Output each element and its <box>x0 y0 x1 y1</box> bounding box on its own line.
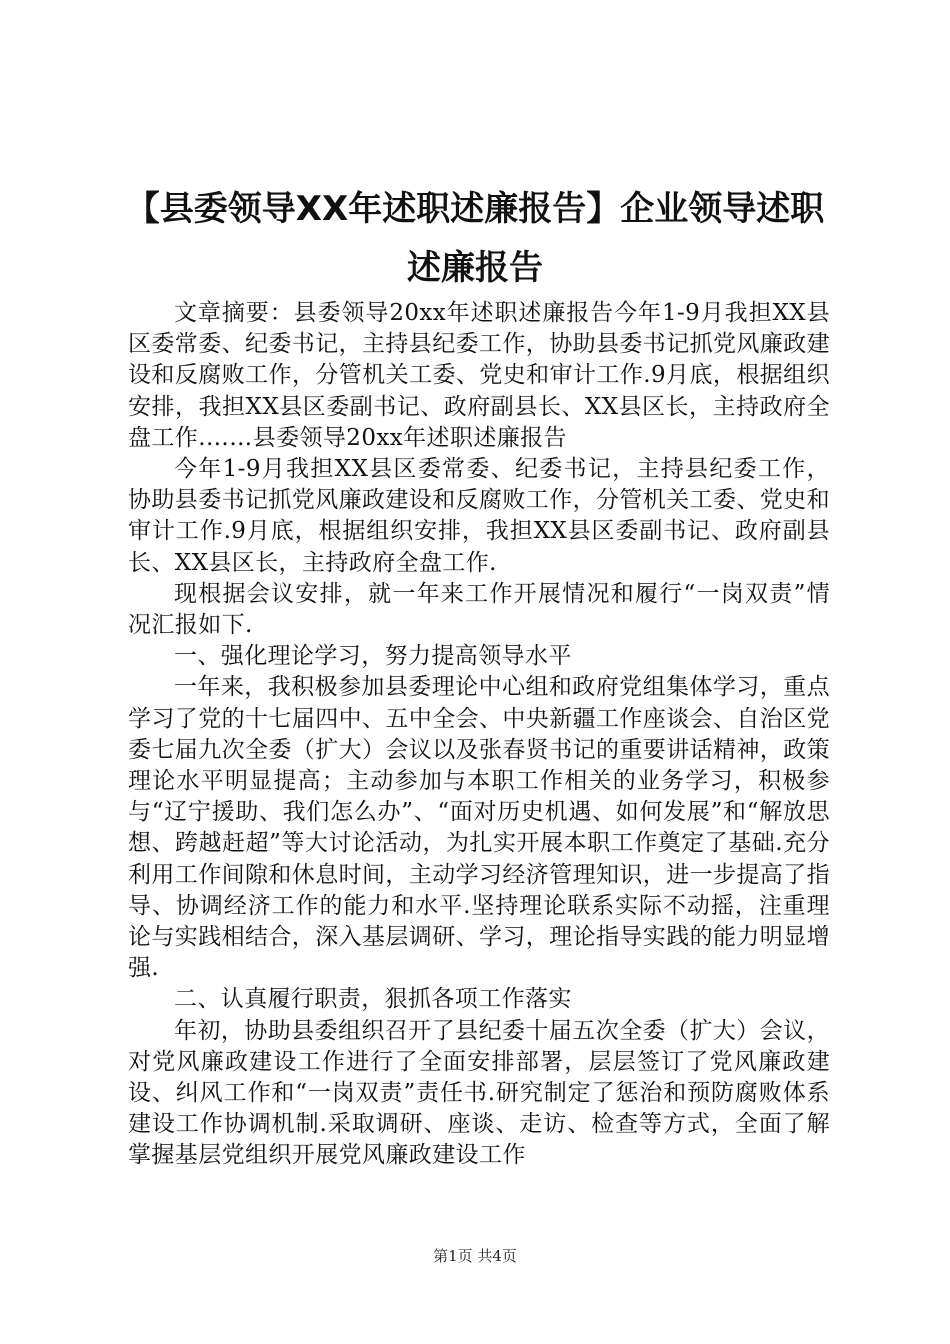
paragraph-abstract: 文章摘要：县委领导20xx年述职述廉报告今年1-9月我担XX县区委常委、纪委书记，主持县纪委工作，协助县委书记抓党风廉政建设和反腐败工作，分管机关工委、党史和审计工作.9月底，根据组织安排，我担XX县区委副书记、政府副县长、XX县区长，主持政府全盘工作.……县委领导20xx年述职述廉报告 <box>128 300 830 451</box>
paragraph-section-1: 一年来，我积极参加县委理论中心组和政府党组集体学习，重点学习了党的十七届四中、五中全会、中央新疆工作座谈会、自治区党委七届九次全委（扩大）会议以及张春贤书记的重要讲话精神，政策理论水平明显提高；主动参加与本职工作相关的业务学习，积极参与“辽宁援助、我们怎么办”、“面对历史机遇、如何发展”和“解放思想、跨越赶超”等大讨论活动，为扎实开展本职工作奠定了基础.充分利用工作间隙和休息时间，主动学习经济管理知识，进一步提高了指导、协调经济工作的能力和水平.坚持理论联系实际不动摇，注重理论与实践相结合，深入基层调研、学习，理论指导实践的能力明显增强. <box>128 674 830 982</box>
document-title: 【县委领导XX年述职述廉报告】企业领导述职述廉报告 <box>125 189 825 288</box>
document-body <box>128 298 830 1172</box>
paragraph-intro: 今年1-9月我担XX县区委常委、纪委书记，主持县纪委工作，协助县委书记抓党风廉政建设和反腐败工作，分管机关工委、党史和审计工作.9月底，根据组织安排，我担XX县区委副书记、政府副县长、XX县区长，主持政府全盘工作. <box>128 456 830 576</box>
paragraph-report-statement: 现根据会议安排，就一年来工作开展情况和履行“一岗双责”情况汇报如下. <box>128 580 830 639</box>
section-heading-1: 一、强化理论学习，努力提高领导水平 <box>174 643 572 670</box>
paragraph-section-2: 年初，协助县委组织召开了县纪委十届五次全委（扩大）会议，对党风廉政建设工作进行了全面安排部署，层层签订了党风廉政建设、纠风工作和“一岗双责”责任书.研究制定了惩治和预防腐败体系建设工作协调机制.采取调研、座谈、走访、检查等方式，全面了解掌握基层党组织开展党风廉政建设工作 <box>128 1017 830 1169</box>
section-heading-2: 二、认真履行职责，狠抓各项工作落实 <box>174 986 572 1013</box>
page-number-footer: 第1页 共4页 <box>433 1247 517 1265</box>
